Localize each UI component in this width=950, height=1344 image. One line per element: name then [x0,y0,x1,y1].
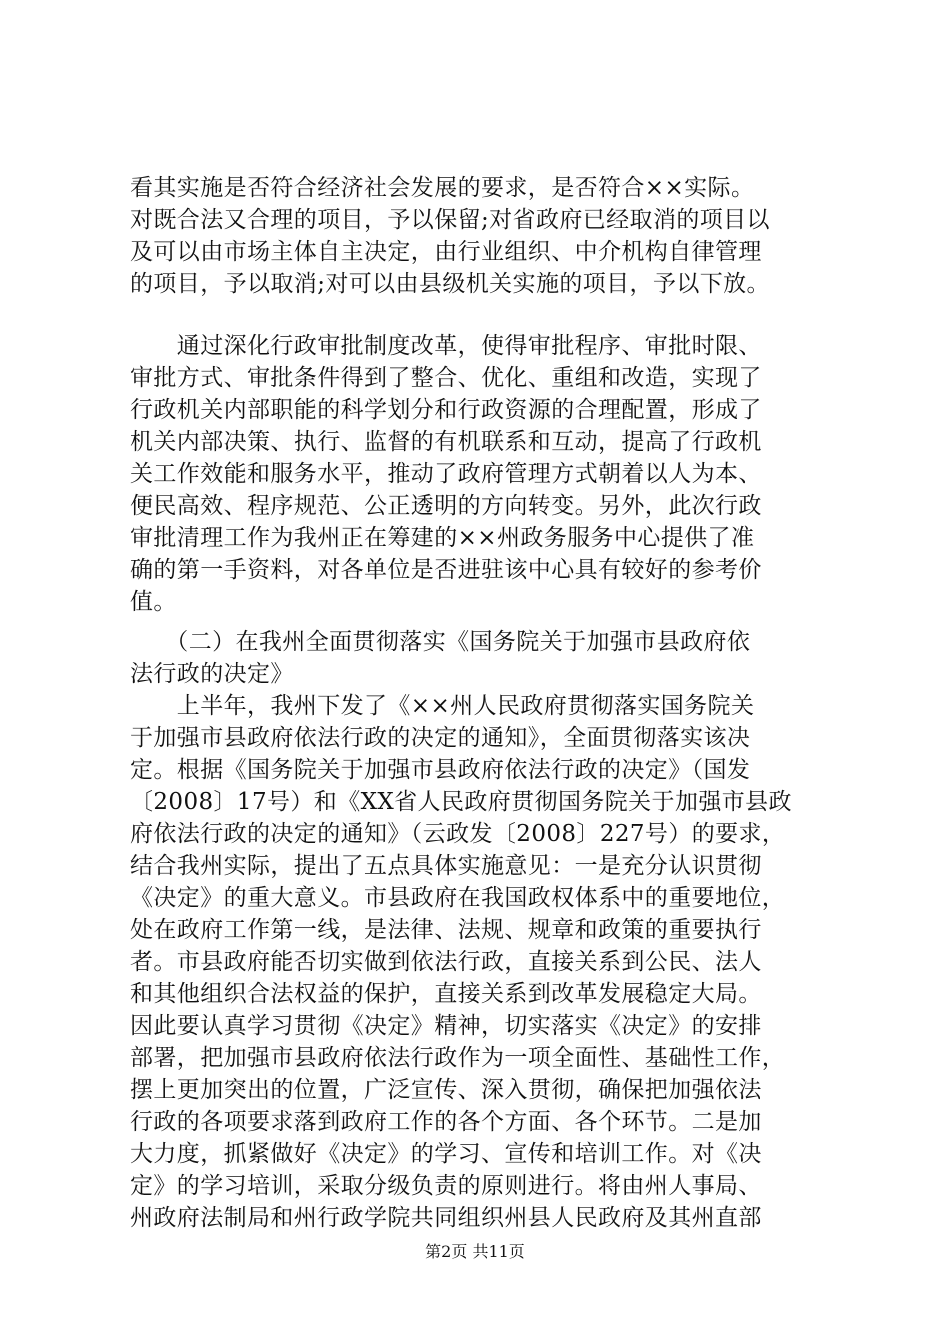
text-line: 看其实施是否符合经济社会发展的要求，是否符合××实际。 [130,175,755,201]
text-line: 通过深化行政审批制度改革，使得审批程序、审批时限、 [130,333,762,359]
text-line: 的项目，予以取消;对可以由县级机关实施的项目，予以下放。 [130,271,770,297]
text-line: 部署，把加强市县政府依法行政作为一项全面性、基础性工作， [130,1045,786,1071]
text-line: 州政府法制局和州行政学院共同组织州县人民政府及其州直部 [130,1205,762,1231]
text-line: 行政机关内部职能的科学划分和行政资源的合理配置，形成了 [130,397,762,423]
text-line: 审批方式、审批条件得到了整合、优化、重组和改造，实现了 [130,365,762,391]
text-line: 关工作效能和服务水平，推动了政府管理方式朝着以人为本、 [130,461,762,487]
section-heading [130,626,826,690]
paragraph-reform-results [130,330,826,618]
text-line: 定。根据《国务院关于加强市县政府依法行政的决定》（国发 [130,757,751,783]
heading-line: 法行政的决定》 [130,661,294,687]
paragraph-continuation [130,172,826,300]
text-line: 大力度，抓紧做好《决定》的学习、宣传和培训工作。对《决 [130,1141,762,1167]
text-line: 值。 [130,589,177,615]
text-line: 定》的学习培训，采取分级负责的原则进行。将由州人事局、 [130,1173,762,1199]
page-number: 第2页 共11页 [425,1242,525,1261]
text-line: 府依法行政的决定的通知》（云政发〔2008〕227号）的要求， [130,821,786,847]
text-line: 〔2008〕17号）和《XX省人民政府贯彻国务院关于加强市县政 [130,789,792,815]
text-line: 因此要认真学习贯彻《决定》精神，切实落实《决定》的安排 [130,1013,762,1039]
text-line: 结合我州实际，提出了五点具体实施意见：一是充分认识贯彻 [130,853,762,879]
text-line: 处在政府工作第一线，是法律、法规、规章和政策的重要执行 [130,917,762,943]
text-line: 行政的各项要求落到政府工作的各个方面、各个环节。二是加 [130,1109,762,1135]
text-line: 便民高效、程序规范、公正透明的方向转变。另外，此次行政 [130,493,762,519]
text-line: 《决定》的重大意义。市县政府在我国政权体系中的重要地位， [130,885,786,911]
text-line: 机关内部决策、执行、监督的有机联系和互动，提高了行政机 [130,429,762,455]
text-line: 对既合法又合理的项目，予以保留;对省政府已经取消的项目以 [130,207,770,233]
text-line: 者。市县政府能否切实做到依法行政，直接关系到公民、法人 [130,949,762,975]
text-line: 于加强市县政府依法行政的决定的通知》，全面贯彻落实该决 [130,725,751,751]
text-line: 审批清理工作为我州正在筹建的××州政务服务中心提供了准 [130,525,755,551]
paragraph-implementation [130,690,826,1234]
text-line: 摆上更加突出的位置，广泛宣传、深入贯彻，确保把加强依法 [130,1077,762,1103]
text-line: 和其他组织合法权益的保护，直接关系到改革发展稳定大局。 [130,981,762,1007]
page-footer [0,1242,950,1262]
text-line: 上半年，我州下发了《××州人民政府贯彻落实国务院关 [130,693,755,719]
text-line: 及可以由市场主体自主决定，由行业组织、中介机构自律管理 [130,239,762,265]
heading-line: （二）在我州全面贯彻落实《国务院关于加强市县政府依 [130,629,751,655]
text-line: 确的第一手资料，对各单位是否进驻该中心具有较好的参考价 [130,557,762,583]
